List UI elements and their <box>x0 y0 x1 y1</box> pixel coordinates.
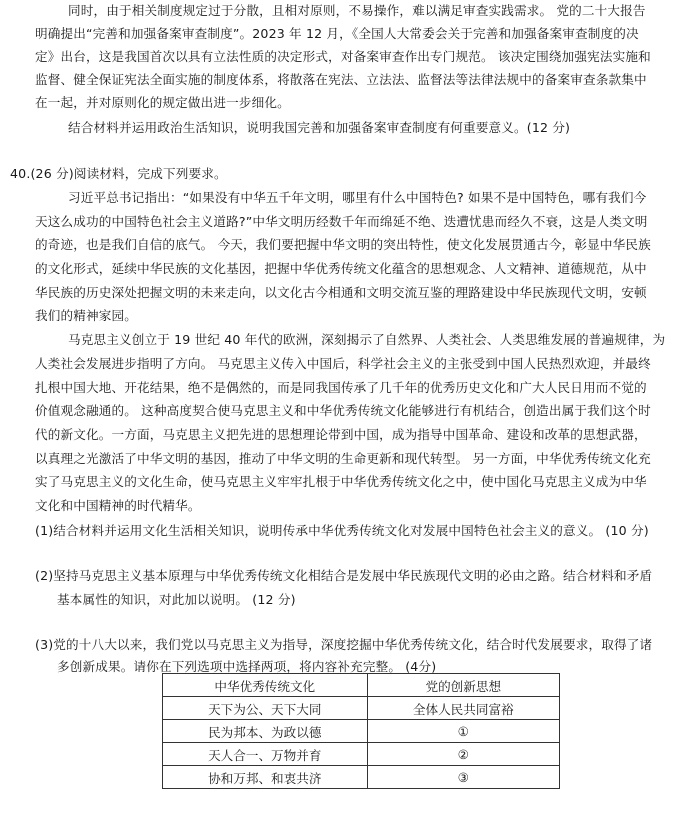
material-line: 的奇迹，也是我们自信的底气。 今天，我们要把握中华文明的突出特性，使文化发展贯通古今，彰显中华民族 <box>35 237 651 252</box>
question-39-prompt: 结合材料并运用政治生活知识，说明我国完善和加强备案审查制度有何重要意义。(12 分) <box>68 120 571 135</box>
table-header: 中华优秀传统文化 <box>163 674 368 697</box>
sub-question-3: (3)党的十八大以来，我们党以马克思主义为指导，深度挖掘中华优秀传统文化，结合时代发展要求，取得了诸 <box>35 637 653 652</box>
sub-question-2: (2)坚持马克思主义基本原理与中华优秀传统文化相结合是发展中华民族现代文明的必由之路。结合材料和矛盾 <box>35 568 653 583</box>
table-header: 党的创新思想 <box>367 674 560 697</box>
material-line: 代的新文化。一方面，马克思主义把先进的思想理论带到中国，成为指导中国革命、建设和改革的思想武器， <box>35 427 647 442</box>
material-line: 习近平总书记指出：“如果没有中华五千年文明，哪里有什么中国特色? 如果不是中国特色，哪有我们今 <box>68 190 647 205</box>
passage-line: 定》出台，这是我国首次以具有立法性质的决定形式，对备案审查作出专门规范。 该决定围绕加强宪法实施和 <box>35 49 651 64</box>
table-cell: 民为邦本、为政以德 <box>163 720 368 743</box>
answer-table <box>162 673 560 789</box>
table-cell: ① <box>367 720 560 743</box>
material-line: 扎根中国大地、开花结果，绝不是偶然的，而是同我国传承了几千年的优秀历史文化和广大人民日用而不觉的 <box>35 380 647 395</box>
table-cell: 全体人民共同富裕 <box>367 697 560 720</box>
table-cell: 协和万邦、和衷共济 <box>163 766 368 789</box>
table-row <box>163 743 560 766</box>
passage-line: 监督、健全保证宪法全面实施的制度体系，将散落在宪法、立法法、监督法等法律法规中的备案审查条款集中 <box>35 72 647 87</box>
question-40-header: 40.(26 分)阅读材料，完成下列要求。 <box>10 166 227 181</box>
sub-question-1: (1)结合材料并运用文化生活相关知识，说明传承中华优秀传统文化对发展中国特色社会主义的意义。 (10 分) <box>35 523 649 538</box>
passage-line: 明确提出“完善和加强备案审查制度”。2023 年 12 月，《全国人大常委会关于完善和加强备案审查制度的决 <box>35 26 639 41</box>
material-line: 的文化形式，延续中华民族的文化基因，把握中华优秀传统文化蕴含的思想观念、人文精神、道德规范，从中 <box>35 261 647 276</box>
material-line: 价值观念融通的。 这种高度契合使马克思主义和中华优秀传统文化能够进行有机结合，创造出属于我们这个时 <box>35 403 651 418</box>
passage-line: 在一起，并对原则化的规定做出进一步细化。 <box>35 95 290 110</box>
material-line: 实了马克思主义的文化生命，使马克思主义牢牢扎根于中华优秀传统文化之中，使中国化马克思主义成为中华 <box>35 474 647 489</box>
table-cell: ③ <box>367 766 560 789</box>
material-line: 马克思主义创立于 19 世纪 40 年代的欧洲，深刻揭示了自然界、人类社会、人类思维发展的普遍规律，为 <box>68 332 666 347</box>
table-cell: ② <box>367 743 560 766</box>
table-cell: 天人合一、万物并育 <box>163 743 368 766</box>
table-row <box>163 697 560 720</box>
table-cell: 天下为公、天下大同 <box>163 697 368 720</box>
sub-question-2: 基本属性的知识，对此加以说明。 (12 分) <box>57 592 296 607</box>
table-row <box>163 720 560 743</box>
sub-question-3: 多创新成果。请你在下列选项中选择两项，将内容补充完整。 (4分) <box>57 659 437 674</box>
table-header-row <box>163 674 560 697</box>
material-line: 我们的精神家园。 <box>35 308 137 323</box>
material-line: 文化和中国精神的时代精华。 <box>35 498 201 513</box>
material-line: 人类社会发展进步指明了方向。 马克思主义传入中国后，科学社会主义的主张受到中国人民热烈欢迎，并最终 <box>35 356 651 371</box>
material-line: 华民族的历史深处把握文明的未来走向，以文化古今相通和文明交流互鉴的理路建设中华民族现代文明，安顿 <box>35 285 647 300</box>
material-line: 天这么成功的中国特色社会主义道路?”中华文明历经数千年而绵延不绝、迭遭忧患而经久不衰，这是人类文明 <box>35 214 648 229</box>
passage-line: 同时，由于相关制度规定过于分散，且相对原则，不易操作，难以满足审查实践需求。 党的二十大报告 <box>68 3 646 18</box>
material-line: 以真理之光激活了中华文明的基因，推动了中华文明的生命更新和现代转型。 另一方面，中华优秀传统文化充 <box>35 451 651 466</box>
table-row <box>163 766 560 789</box>
